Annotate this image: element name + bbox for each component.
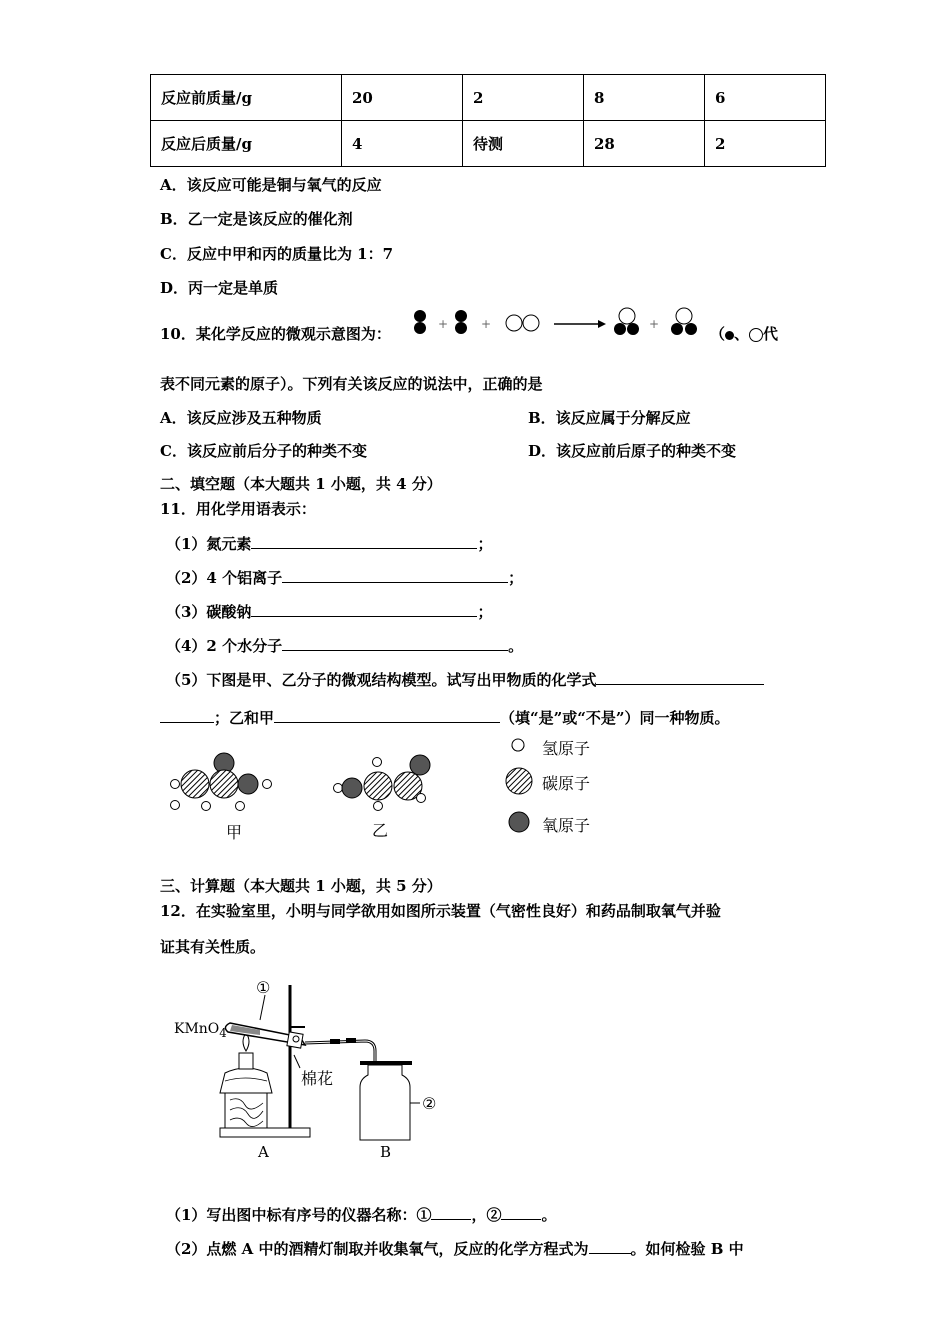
q12-part-2-end: 。如何检验 B 中 (630, 1240, 744, 1258)
q11-part-2-label: （2）4 个铝离子 (166, 569, 283, 587)
label-circle-1: ① (256, 978, 271, 997)
answer-blank[interactable] (251, 534, 477, 549)
q12-part-2 (166, 1238, 744, 1259)
white-atom-icon (749, 328, 763, 342)
q11-part-4-label: （4）2 个水分子 (166, 637, 283, 655)
carbon-atom-icon (506, 768, 532, 794)
q10-option-a: A．该反应涉及五种物质 (160, 409, 322, 427)
table-cell: 待测 (463, 121, 584, 167)
answer-blank[interactable] (501, 1205, 541, 1220)
label-yi: 乙 (372, 821, 389, 840)
oxygen-atom-icon (509, 812, 529, 832)
q11-part-5-end: （填“是”或“不是”）同一种物质。 (500, 709, 730, 727)
q9-option-d: D．丙一定是单质 (160, 279, 279, 297)
q12-part-2-label: （2）点燃 A 中的酒精灯制取并收集氧气，反应的化学方程式为 (166, 1240, 589, 1258)
answer-blank[interactable] (274, 708, 500, 723)
q12-part-1 (166, 1204, 556, 1225)
svg-text:+: + (649, 317, 660, 331)
answer-blank[interactable] (251, 602, 477, 617)
q11-part-3-label: （3）碳酸钠 (166, 603, 252, 621)
molecule-black-pair (455, 310, 467, 334)
q12-part-1-label: （1）写出图中标有序号的仪器名称：① (166, 1206, 432, 1224)
table-cell: 20 (342, 75, 463, 121)
q9-option-b: B．乙一定是该反应的催化剂 (160, 210, 353, 228)
answer-blank[interactable] (282, 636, 508, 651)
molecule-white-pair (506, 315, 539, 331)
q11-part-3 (166, 601, 492, 622)
molecule-jia (171, 753, 272, 811)
semicolon: ； (477, 603, 493, 621)
legend-carbon-label: 碳原子 (542, 774, 591, 793)
answer-blank[interactable] (589, 1239, 631, 1254)
mass-table (150, 74, 826, 167)
answer-blank[interactable] (282, 568, 508, 583)
label-b: B (380, 1143, 392, 1161)
q10-option-b: B．该反应属于分解反应 (528, 409, 691, 427)
period: 。 (508, 637, 524, 655)
q12-stem-continued: 证其有关性质。 (160, 938, 266, 956)
table-cell: 6 (705, 75, 826, 121)
q10-option-c: C．该反应前后分子的种类不变 (160, 442, 367, 460)
legend-open-paren: （ (710, 325, 726, 343)
kmno4-text: KMnO (174, 1021, 220, 1037)
black-atom-icon (725, 331, 734, 340)
semicolon: ； (508, 569, 524, 587)
q11-part-5 (166, 669, 764, 690)
q11-part-5-mid: ；乙和甲 (214, 709, 275, 727)
legend-separator: 、 (734, 325, 750, 343)
q11-part-5-continued (160, 707, 730, 728)
label-cotton: 棉花 (301, 1069, 334, 1088)
q9-option-c: C．反应中甲和丙的质量比为 1：7 (160, 245, 394, 263)
molecule-black-pair (414, 310, 426, 334)
gas-jar (360, 1061, 420, 1140)
svg-text:+: + (438, 317, 449, 331)
q10-stem-continued: 表不同元素的原子）。下列有关该反应的说法中，正确的是 (160, 375, 543, 393)
answer-blank[interactable] (160, 708, 214, 723)
table-row (151, 121, 826, 167)
period: 。 (541, 1206, 557, 1224)
section-3-heading: 三、计算题（本大题共 1 小题，共 5 分） (160, 877, 442, 895)
table-cell: 8 (584, 75, 705, 121)
semicolon: ； (477, 535, 493, 553)
table-cell: 28 (584, 121, 705, 167)
legend-suffix: 代 (763, 325, 779, 343)
row-label: 反应后质量/g (151, 121, 342, 167)
kmno4-subscript: 4 (219, 1025, 227, 1040)
svg-text:+: + (481, 317, 492, 331)
q10-legend (710, 323, 778, 344)
wooden-block (225, 1093, 267, 1128)
q11-part-2 (166, 567, 523, 588)
legend-oxygen-label: 氧原子 (542, 816, 591, 835)
table-cell: 2 (705, 121, 826, 167)
q11-part-1 (166, 533, 492, 554)
section-2-heading: 二、填空题（本大题共 1 小题，共 4 分） (160, 475, 442, 493)
label-kmno4 (174, 1021, 227, 1040)
alcohol-lamp (220, 1033, 272, 1093)
atom-legend-icons (500, 733, 540, 843)
table-cell: 4 (342, 121, 463, 167)
label-circle-2: ② (422, 1094, 437, 1113)
molecule-product-1 (614, 308, 639, 335)
label-jia: 甲 (226, 823, 243, 842)
table-row (151, 75, 826, 121)
q10-stem: 10．某化学反应的微观示意图为： (160, 325, 391, 343)
q11-part-1-label: （1）氮元素 (166, 535, 252, 553)
answer-blank[interactable] (596, 670, 764, 685)
reaction-arrow (554, 320, 606, 328)
q10-option-d: D．该反应前后原子的种类不变 (528, 442, 737, 460)
q11-part-4 (166, 635, 523, 656)
molecule-product-2 (671, 308, 697, 335)
q12-part-1-mid: ，② (471, 1206, 502, 1224)
label-a: A (258, 1143, 269, 1161)
hydrogen-atom-icon (512, 739, 524, 751)
q11-part-5-label: （5）下图是甲、乙分子的微观结构模型。试写出甲物质的化学式 (166, 671, 597, 689)
reaction-diagram (408, 306, 708, 346)
q11-stem: 11．用化学用语表示： (160, 500, 316, 518)
q9-option-a: A．该反应可能是铜与氧气的反应 (160, 176, 382, 194)
row-label: 反应前质量/g (151, 75, 342, 121)
answer-blank[interactable] (431, 1205, 471, 1220)
legend-hydrogen-label: 氢原子 (542, 739, 591, 758)
molecule-yi (334, 755, 431, 811)
table-cell: 2 (463, 75, 584, 121)
q12-stem: 12．在实验室里，小明与同学欲用如图所示装置（气密性良好）和药品制取氧气并验 (160, 902, 721, 920)
